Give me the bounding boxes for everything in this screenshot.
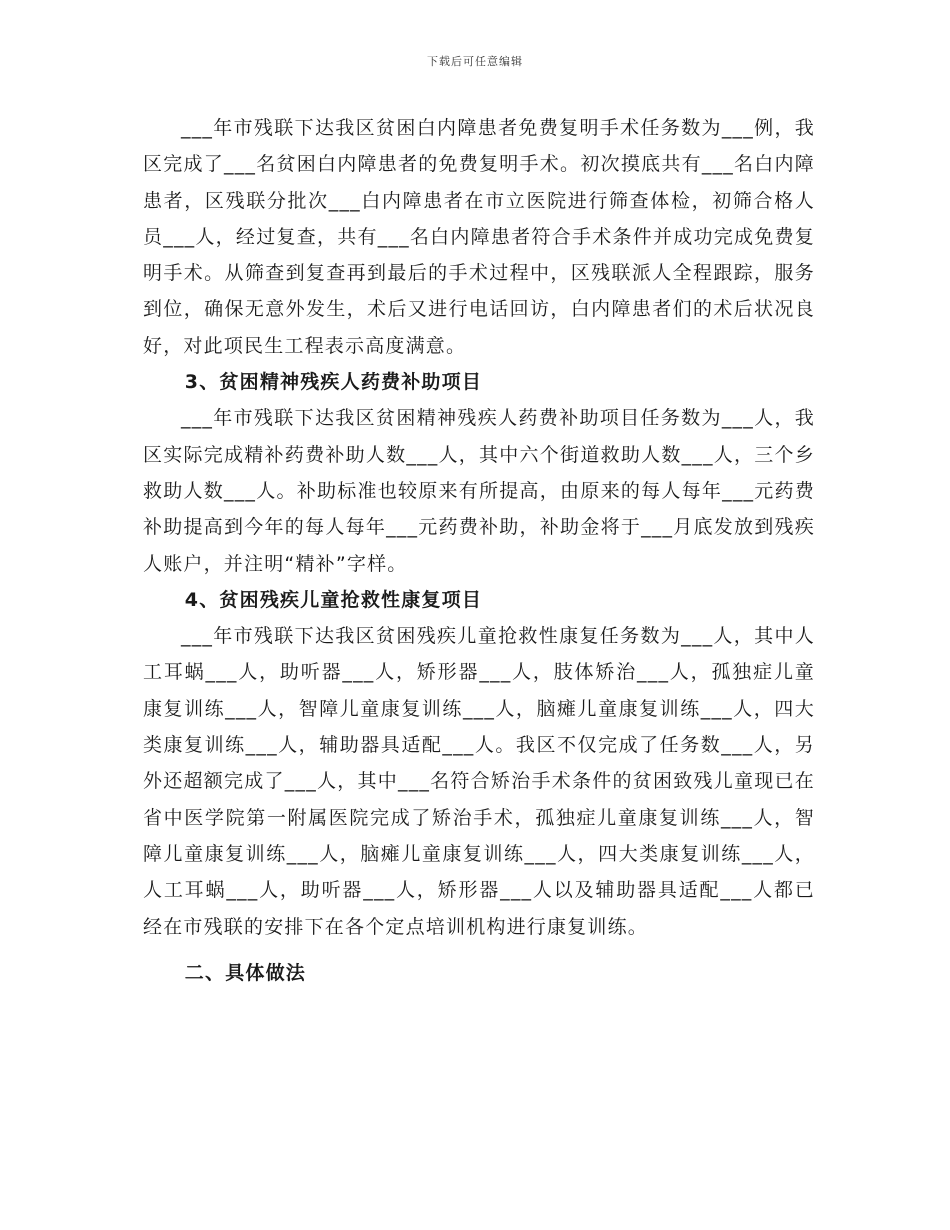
paragraph-medicine-subsidy: ___年市残联下达我区贫困精神残疾人药费补助项目任务数为___人，我区实际完成精补药费补助人数___人，其中六个街道救助人数___人，三个乡救助人数___人。补助标准也较原来有所提高，由原来的每人每年___元药费补助提高到今年的每人每年___元药费补助，补助金将于___月底发放到残疾人账户，并注明“精补”字样。	[143, 407, 815, 575]
document-body	[143, 110, 815, 991]
heading-child-rehabilitation: 4、贫困残疾儿童抢救性康复项目	[184, 588, 483, 611]
header-note: 下载后可任意编辑	[427, 55, 523, 68]
heading-mental-disability-subsidy: 3、贫困精神残疾人药费补助项目	[184, 371, 483, 394]
paragraph-child-rehabilitation: ___年市残联下达我区贫困残疾儿童抢救性康复任务数为___人，其中人工耳蜗___人，助听器___人，矫形器___人，肢体矫治___人，孤独症儿童康复训练___人，智障儿童康复训练___人，脑瘫儿童康复训练___人，四大类康复训练___人，辅助器具适配___人。我区不仅完成了任务数___人，另外还超额完成了___人，其中___名符合矫治手术条件的贫困致残儿童现已在省中医学院第一附属医院完成了矫治手术，孤独症儿童康复训练___人，智障儿童康复训练___人，脑瘫儿童康复训练___人，四大类康复训练___人，人工耳蜗___人，助听器___人，矫形器___人以及辅助器具适配___人都已经在市残联的安排下在各个定点培训机构进行康复训练。	[143, 625, 815, 938]
heading-specific-practices: 二、具体做法	[184, 961, 306, 984]
paragraph-cataract-surgery: ___年市残联下达我区贫困白内障患者免费复明手术任务数为___例，我区完成了___名贫困白内障患者的免费复明手术。初次摸底共有___名白内障患者，区残联分批次___白内障患者在市立医院进行筛查体检，初筛合格人员___人，经过复查，共有___名白内障患者符合手术条件并成功完成免费复明手术。从筛查到复查再到最后的手术过程中，区残联派人全程跟踪，服务到位，确保无意外发生，术后又进行电话回访，白内障患者们的术后状况良好，对此项民生工程表示高度满意。	[143, 117, 815, 357]
